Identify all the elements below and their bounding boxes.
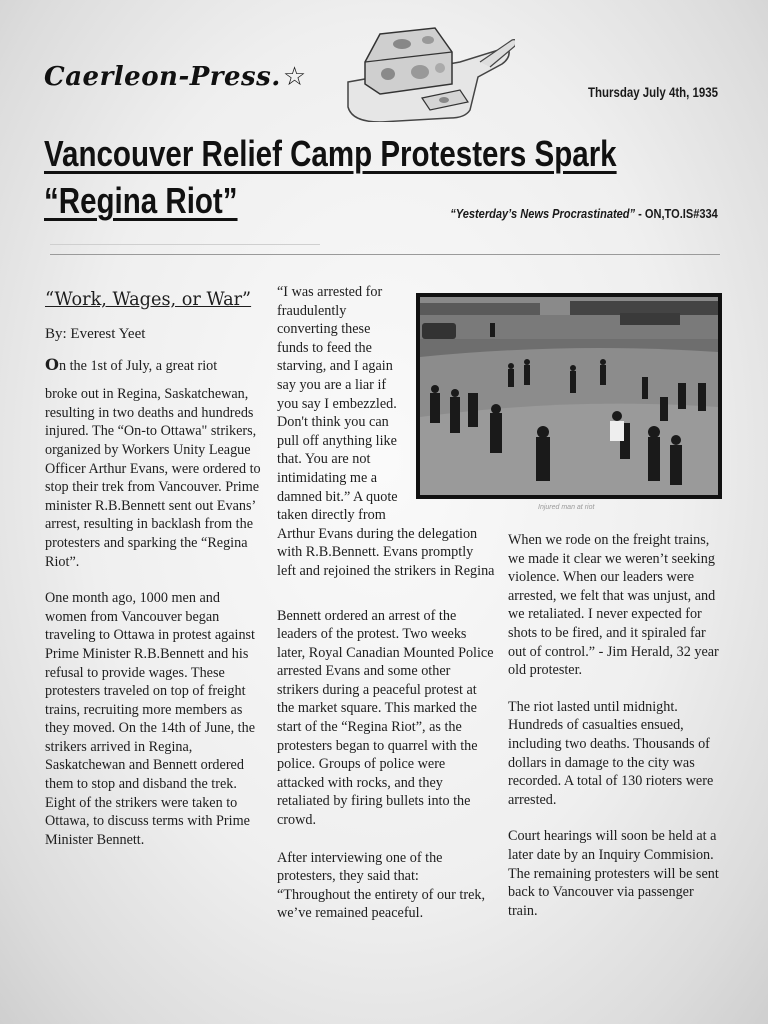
background-paragraph: One month ago, 1000 men and women from Vancouver began traveling to Ottawa in protest against Prime Minister R.B.Bennett and his refusal to provide wages. These protesters traveled on top of freight trains, recruiting more members as they moved. On the 14th of June, the strikers arrived in Regina, Saskatchewan and Bennett ordered them to stop and disband the trek. Eight of the strikers were taken to Ottawa, to discuss terms with Prime Minister Bennett.	[45, 590, 256, 848]
riot-photo	[416, 293, 722, 499]
divider-main	[50, 254, 720, 255]
evans-quote-line: intimidating me a	[277, 469, 378, 486]
evans-quote-line: pull off anything like	[277, 432, 397, 449]
star-icon: ☆	[282, 62, 307, 92]
photo-caption: Injured man at riot	[538, 504, 595, 511]
evans-quote-line: converting these	[277, 321, 371, 338]
evans-quote-tail: Arthur Evans during the delegation with R.B.Bennett. Evans promptly left and rejoined the strikers in Regina	[277, 525, 495, 579]
lead-opening-text: n the 1st of July, a great riot	[58, 357, 218, 374]
masthead-name-text: Caerleon-Press.	[44, 62, 281, 92]
riot-photo-image	[420, 297, 718, 495]
evans-quote-line: Don't think you can	[277, 414, 389, 431]
evans-quote-line: funds to feed the	[277, 339, 372, 356]
divider-thin	[50, 244, 320, 245]
cheese-board-illustration	[340, 22, 515, 122]
interview-paragraph: After interviewing one of the protesters, they said that: “Throughout the entirety of our trek, we’ve remained peaceful.	[277, 849, 486, 922]
article-column-1	[45, 287, 263, 849]
evans-quote-line: say you are a liar if	[277, 376, 387, 393]
lead-paragraph: broke out in Regina, Saskatchewan, resulting in two deaths and hundreds injured. The “On-to Ottawa" strikers, organized by Workers Unity League Officer Arthur Evans, were ordered to stop their trek from Vancouver. Prime minister R.B.Bennett sent out Evans’ arrest, resulting in backlash from the protesters and sparking the “Regina Riot”.	[45, 386, 261, 570]
masthead-title	[44, 62, 307, 92]
headline-line-1: Vancouver Relief Camp Protesters Spark	[44, 133, 617, 174]
drop-cap: O	[45, 354, 59, 374]
court-paragraph: Court hearings will soon be held at a later date by an Inquiry Commision. The remaining protesters will be sent back to Vancouver via passenger train.	[508, 828, 719, 919]
tagline	[450, 206, 718, 221]
evans-quote-line: that. You are not	[277, 451, 371, 468]
article-subheading: “Work, Wages, or War”	[45, 288, 252, 310]
evans-quote-line: taken directly from	[277, 507, 386, 524]
lead-paragraph-opening	[45, 356, 263, 376]
issue-date: Thursday July 4th, 1935	[587, 85, 718, 100]
aftermath-paragraph: The riot lasted until midnight. Hundreds of casualties ensued, including two deaths. Thousands of dollars in damage to the city was recorded. A total of 130 rioters were arrested.	[508, 698, 714, 808]
evans-quote-line: damned bit.” A quote	[277, 488, 398, 505]
evans-quote-line: starving, and I again	[277, 358, 393, 375]
tagline-quote: “Yesterday’s News Procrastinated”	[450, 206, 636, 221]
evans-quote-line: fraudulently	[277, 302, 347, 319]
arrest-paragraph: Bennett ordered an arrest of the leaders of the protest. Two weeks later, Royal Canadian Mounted Police arrested Evans and some other strikers during a peaceful protest at the market square. This marked the start of the “Regina Riot”, as the protesters began to quarrel with the police. Groups of police were attacked with rocks, and they retaliated by firing bullets into the crowd.	[277, 607, 494, 829]
byline: By: Everest Yeet	[45, 326, 146, 342]
tagline-code: - ON,TO.IS#334	[635, 206, 718, 221]
article-column-3	[508, 531, 726, 920]
headline-line-2: “Regina Riot”	[44, 180, 238, 221]
evans-quote-line: you say I embezzled.	[277, 395, 397, 412]
evans-quote-line: “I was arrested for	[277, 284, 383, 300]
protester-quote-paragraph: When we rode on the freight trains, we made it clear we weren’t seeking violence. When our leaders were arrested, we felt that was unjust, and we retaliated. I never expected for shots to be fired, and it spiraled far out of control.” - Jim Herald, 32 year old protester.	[508, 532, 719, 679]
